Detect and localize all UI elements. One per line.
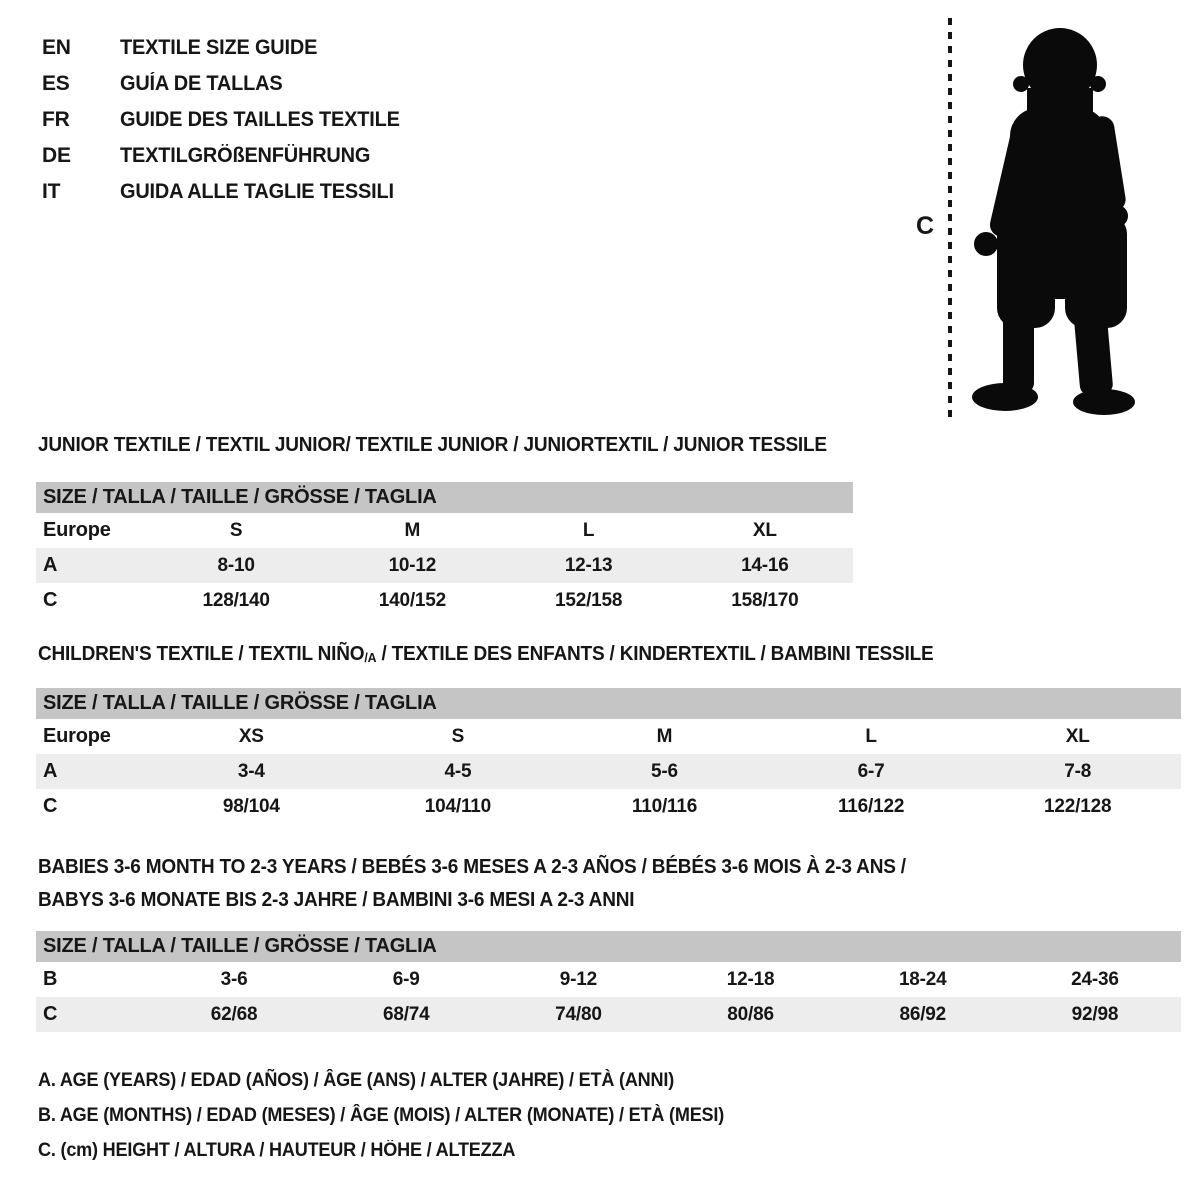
legend-line-a: A. AGE (YEARS) / EDAD (AÑOS) / ÂGE (ANS) / ALTER (JAHRE) / ETÀ (ANNI) <box>38 1070 675 1091</box>
lang-code: ES <box>42 72 70 95</box>
table-row <box>36 962 1181 997</box>
babies-section-title-line2: BABYS 3-6 MONATE BIS 2-3 JAHRE / BAMBINI 3-6 MESI A 2-3 ANNI <box>38 889 635 911</box>
table-cell: S <box>229 519 243 541</box>
table-cell: 116/122 <box>837 795 905 817</box>
row-label: C <box>43 1003 58 1025</box>
table-cell: XL <box>1065 725 1090 747</box>
lang-label: TEXTILGRÖßENFÜHRUNG <box>120 144 371 167</box>
babies-table-header: SIZE / TALLA / TAILLE / GRÖSSE / TAGLIA <box>36 931 1181 962</box>
table-cell: 18-24 <box>898 968 947 990</box>
lang-row-fr <box>42 102 414 138</box>
babies-size-table <box>36 931 1181 1032</box>
children-size-table <box>36 688 1181 824</box>
lang-label: GUIDE DES TAILLES TEXTILE <box>120 108 400 131</box>
table-cell: M <box>656 725 673 747</box>
row-label: A <box>43 554 58 576</box>
lang-row-en <box>42 30 414 66</box>
lang-label: GUÍA DE TALLAS <box>120 72 283 95</box>
junior-table-header: SIZE / TALLA / TAILLE / GRÖSSE / TAGLIA <box>36 482 853 513</box>
children-title-sub: /A <box>364 650 377 665</box>
junior-section-title: JUNIOR TEXTILE / TEXTIL JUNIOR/ TEXTILE JUNIOR / JUNIORTEXTIL / JUNIOR TESSILE <box>38 434 827 456</box>
table-row <box>36 997 1181 1032</box>
table-cell: XL <box>752 519 777 541</box>
table-cell: 104/110 <box>424 795 491 817</box>
table-row <box>36 789 1181 824</box>
table-cell: 3-6 <box>220 968 248 990</box>
table-cell: 6-9 <box>392 968 420 990</box>
table-row <box>36 513 853 548</box>
children-title-rest: / TEXTILE DES ENFANTS / KINDERTEXTIL / BAMBINI TESSILE <box>376 643 934 665</box>
table-row <box>36 719 1181 754</box>
table-row <box>36 754 1181 789</box>
lang-row-de <box>42 138 414 174</box>
row-label: A <box>43 760 58 782</box>
table-cell: 9-12 <box>559 968 598 990</box>
lang-code: IT <box>42 180 61 203</box>
table-row <box>36 548 853 583</box>
babies-section-title-line1: BABIES 3-6 MONTH TO 2-3 YEARS / BEBÉS 3-6 MESES A 2-3 AÑOS / BÉBÉS 3-6 MOIS À 2-3 ANS / <box>38 856 906 878</box>
junior-size-table <box>36 482 853 618</box>
row-label: B <box>43 968 58 990</box>
table-cell: 5-6 <box>651 760 678 782</box>
legend-line-b: B. AGE (MONTHS) / EDAD (MESES) / ÂGE (MOIS) / ALTER (MONATE) / ETÀ (MESI) <box>38 1105 725 1126</box>
children-title-main: CHILDREN'S TEXTILE / TEXTIL NIÑO <box>38 643 365 665</box>
table-cell: 80/86 <box>727 1003 774 1025</box>
legend-line-c: C. (cm) HEIGHT / ALTURA / HAUTEUR / HÖHE / ALTEZZA <box>38 1140 516 1161</box>
baby-silhouette-icon <box>965 16 1140 421</box>
table-cell: 12-18 <box>726 968 775 990</box>
children-table-header: SIZE / TALLA / TAILLE / GRÖSSE / TAGLIA <box>36 688 1181 719</box>
table-cell: 10-12 <box>388 554 437 576</box>
table-cell: S <box>451 725 465 747</box>
table-cell: 128/140 <box>202 589 270 611</box>
table-cell: M <box>404 519 421 541</box>
row-label: C <box>43 589 58 611</box>
lang-label: TEXTILE SIZE GUIDE <box>120 36 318 59</box>
table-cell: 8-10 <box>217 554 255 576</box>
lang-row-it <box>42 174 414 210</box>
height-dotted-line <box>948 18 952 418</box>
table-cell: 7-8 <box>1064 760 1092 782</box>
table-cell: 3-4 <box>237 760 265 782</box>
table-cell: 92/98 <box>1071 1003 1119 1025</box>
table-cell: 62/68 <box>210 1003 258 1025</box>
table-cell: 68/74 <box>382 1003 430 1025</box>
table-cell: 110/116 <box>631 795 698 817</box>
table-cell: 122/128 <box>1044 795 1112 817</box>
measurement-legend <box>38 1070 760 1175</box>
table-cell: 86/92 <box>899 1003 947 1025</box>
lang-label: GUIDA ALLE TAGLIE TESSILI <box>120 180 394 203</box>
table-cell: 14-16 <box>741 554 789 576</box>
lang-row-es <box>42 66 414 102</box>
table-cell: 158/170 <box>731 589 799 611</box>
table-cell: 98/104 <box>222 795 280 817</box>
row-label: C <box>43 795 58 817</box>
table-cell: L <box>865 725 877 747</box>
table-cell: 74/80 <box>555 1003 602 1025</box>
table-row <box>36 583 853 618</box>
row-label: Europe <box>43 519 111 541</box>
table-cell: XS <box>238 725 264 747</box>
lang-code: DE <box>42 144 71 167</box>
table-cell: L <box>582 519 595 541</box>
table-cell: 12-13 <box>564 554 613 576</box>
table-cell: 24-36 <box>1071 968 1119 990</box>
lang-code: FR <box>42 108 70 131</box>
height-measure-label: C <box>916 212 934 240</box>
language-title-block <box>42 30 414 210</box>
table-cell: 4-5 <box>444 760 472 782</box>
lang-code: EN <box>42 36 71 59</box>
table-cell: 6-7 <box>857 760 885 782</box>
table-cell: 140/152 <box>378 589 447 611</box>
children-section-title <box>38 643 934 666</box>
row-label: Europe <box>43 725 111 747</box>
table-cell: 152/158 <box>554 589 623 611</box>
